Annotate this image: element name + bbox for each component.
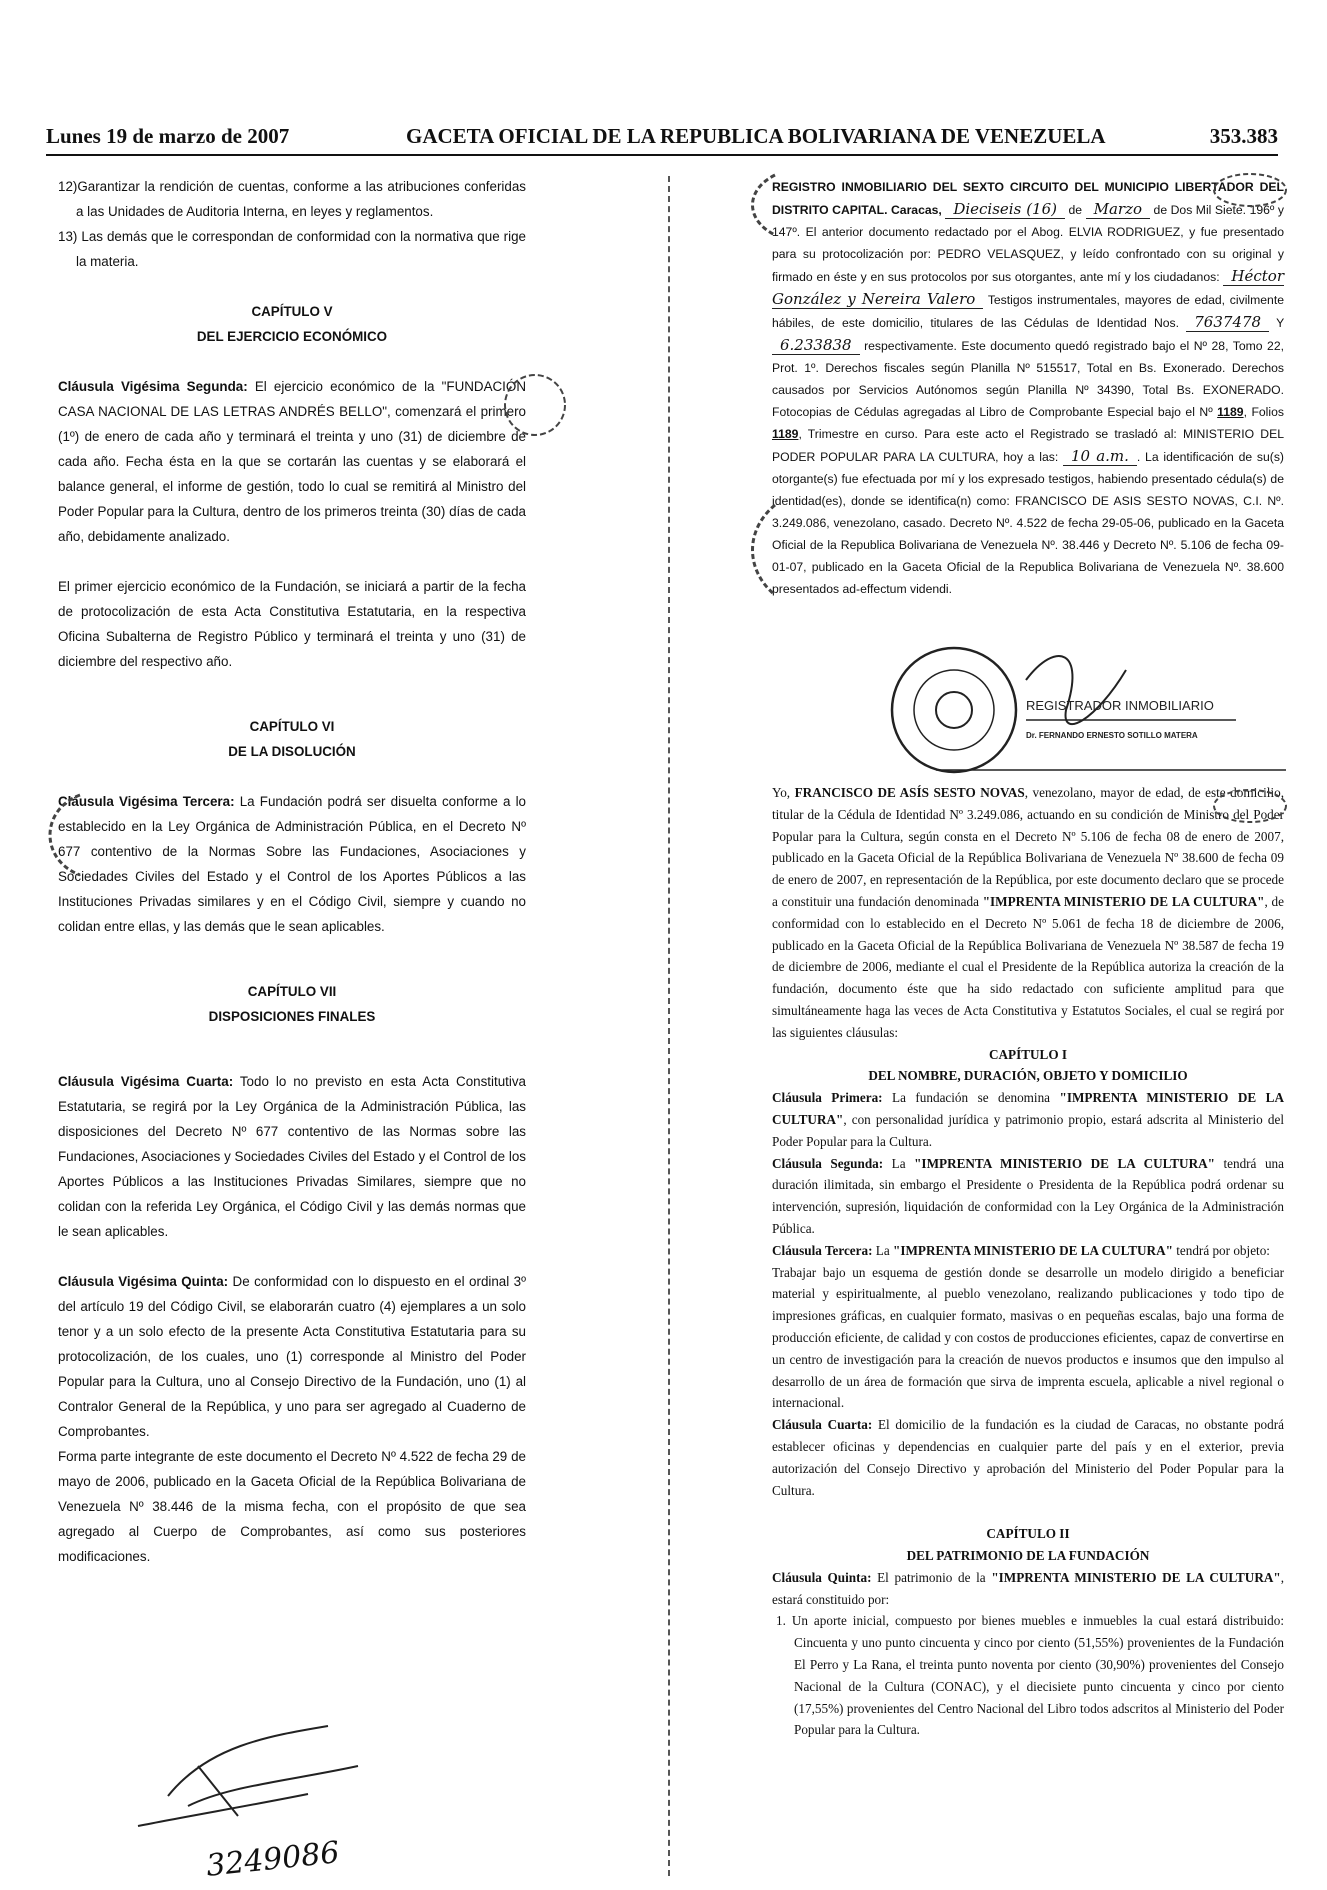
stamp-title: REGISTRADOR INMOBILIARIO	[1026, 698, 1214, 713]
clause-22-paragraph-2: El primer ejercicio económico de la Fundación, se iniciará a partir de la fecha de protocolización de esta Acta Constitutiva Estatutaria, en la respectiva Oficina Subalterna de Registro Público y terminará el treinta y uno (31) de diciembre del respectivo año.	[58, 579, 526, 669]
intro-fund-name: "IMPRENTA MINISTERIO DE LA CULTURA"	[982, 893, 1265, 909]
clause-2	[772, 1153, 1284, 1240]
clause-3-label: Cláusula Tercera:	[772, 1242, 873, 1258]
margin-seal-icon	[1210, 170, 1290, 210]
clause-22-text: El ejercicio económico de la "FUNDACIÓN CASA NACIONAL DE LAS LETRAS ANDRÉS BELLO", comenzará el primero (1º) de enero de cada año y terminará el treinta y uno (31) de diciembre de cada año. Fecha ésta en la que se cortarán las cuentas y se elaborará el balance general, el informe de gestión, todo lo cual se remitirá al Ministro del Poder Popular para la Cultura, dentro de los primeros treinta (30) días de cada año, debidamente analizado.	[58, 379, 526, 544]
clause-22-label: Cláusula Vigésima Segunda:	[58, 379, 248, 394]
registry-paragraph	[772, 176, 1284, 600]
registry-number-2: 1189	[772, 427, 799, 441]
clause-1-text-b: , con personalidad jurídica y patrimonio propio, estará adscrita al Ministerio del Poder Popular para la Cultura.	[772, 1111, 1284, 1149]
clause-25-paragraph-2: Forma parte integrante de este documento el Decreto Nº 4.522 de fecha 29 de mayo de 2006, publicado en la Gaceta Oficial de la República Bolivariana de Venezuela Nº 38.446 de la misma fecha, con el propósito de que sea agregado al Cuerpo de Comprobantes, así como sus posteriores modificaciones.	[58, 1449, 526, 1564]
clause-24-text: Todo lo no previsto en esta Acta Constitutiva Estatutaria, se regirá por la Ley Orgánica de la Administración Pública, las disposiciones del Decreto Nº 677 contentivo de las Normas sobre las Fundaciones, Asociaciones y Sociedades Civiles del Estado y el Control de los Aportes Públicos a las Instituciones Privadas Similares, siempre que no colidan con la referida Ley Orgánica, el Código Civil y las demás normas que le sean aplicables.	[58, 1074, 526, 1239]
clause-23-text: La Fundación podrá ser disuelta conforme a lo establecido en la Ley Orgánica de Administración Pública, en el Decreto Nº 677 contentivo de la Normas Sobre las Fundaciones, Asociaciones y Sociedades Civiles del Estado y el Control de los Aportes Públicos a las Instituciones Privadas similares y en el Código Civil, siempre y cuando no colidan entre ellas, y las demás que le sean aplicables.	[58, 794, 526, 934]
intro-text-b: , venezolano, mayor de edad, de este domicilio, titular de la Cédula de Identidad Nº 3.249.086, actuando en su condición de Ministro del Poder Popular para la Cultura, según consta en el Decreto Nº 5.106 de fecha 08 de enero de 2007, publicado en la Gaceta Oficial de la República Bolivariana de Venezuela Nº 38.600 de fecha 09 de enero de 2007, en representación de la República, por este documento declaro que se procede a constituir una fundación denominada	[772, 785, 1285, 909]
clause-24	[58, 1069, 526, 1244]
clause-5	[772, 1567, 1284, 1611]
clause-5-text-a: El patrimonio de la	[871, 1569, 992, 1585]
chapter-6-title: CAPÍTULO VI	[249, 719, 335, 734]
registry-text-g: , Folios	[1243, 405, 1284, 419]
intro-text-a: Yo,	[772, 785, 795, 800]
margin-seal-icon	[740, 170, 780, 240]
handwritten-month: Marzo	[1086, 200, 1150, 219]
clause-3-paragraph-2: Trabajar bajo un esquema de gestión donde se desarrolle un modelo dirigido a beneficiar material y espiritualmente, al pueblo venezolano, realizando publicaciones y todo tipo de impresiones gráficas, en cualquier formato, masivas o en pequeñas escalas, bajo una forma de producción eficiente, de calidad y con costos de producciones eficientes, capaz de convertirse en un centro de investigación para la creación de nuevos productos e insumos que den impulso al desarrollo de un área de formación que sirva de imprenta escuela, aplicable a nivel regional o internacional.	[772, 1264, 1284, 1411]
header-title: GACETA OFICIAL DE LA REPUBLICA BOLIVARIANA DE VENEZUELA	[406, 124, 1106, 148]
registry-number-1: 1189	[1217, 405, 1244, 419]
clause-25-label: Cláusula Vigésima Quinta:	[58, 1274, 229, 1289]
registry-text-i: . La identificación de su(s) otorgante(s) fue efectuada por mí y los expresado testigos, habiendo presentado cédula(s) de identidad(es), donde se identifica(n) como: FRANCISCO DE ASIS SESTO NOVAS, C.I. Nº. 3.249.086, venezolano, casado. Decreto Nº. 4.522 de fecha 29-05-06, publicado en la Gaceta Oficial de la Republica Bolivariana de Venezuela Nº. 38.446 y Decreto Nº. 5.106 de fecha 09-01-07, publicado en la Gaceta Oficial de la Republica Bolivariana de Venezuela Nº. 38.600 presentados ad-effectum videndi.	[772, 450, 1284, 596]
clause-4	[772, 1414, 1284, 1501]
clause-24-label: Cláusula Vigésima Cuarta:	[58, 1074, 234, 1089]
clause-1	[772, 1087, 1284, 1152]
header-page-number: 353.383	[1209, 124, 1278, 148]
registry-text-h: , Trimestre en curso. Para este acto el Registrado se trasladó al: MINISTERIO DEL PODER POPULAR PARA LA CULTURA, hoy a las:	[772, 427, 1284, 464]
handwritten-time: 10 a.m.	[1063, 447, 1137, 466]
chapter-5-title: CAPÍTULO V	[251, 304, 333, 319]
chapter-1-subtitle: DEL NOMBRE, DURACIÓN, OBJETO Y DOMICILIO	[868, 1068, 1188, 1084]
header-date: Lunes 19 de marzo de 2007	[46, 124, 290, 148]
clause-3	[772, 1240, 1284, 1262]
clause-1-text-a: La fundación se denomina	[882, 1090, 1060, 1106]
registry-note	[772, 176, 1284, 600]
column-divider	[668, 176, 670, 1876]
chapter-2-title: CAPÍTULO II	[986, 1526, 1070, 1542]
intro-name: FRANCISCO DE ASÍS SESTO NOVAS	[794, 785, 1025, 800]
clause-1-label: Cláusula Primera:	[772, 1090, 883, 1106]
handwritten-id-1: 7637478	[1186, 313, 1269, 332]
clause-25-text: De conformidad con lo dispuesto en el ordinal 3º del artículo 19 del Código Civil, se elaborarán cuatro (4) ejemplares a un solo tenor y a un solo efecto de la presente Acta Constitutiva Estatutaria para su protocolización, de los cuales, uno (1) corresponde al Ministro del Poder Popular para la Cultura, uno al Consejo Directivo de la Fundación, uno (1) al Contralor General de la República, y uno para ser agregado al Cuaderno de Comprobantes.	[58, 1274, 527, 1439]
registry-text-a: REGISTRO INMOBILIARIO DEL SEXTO CIRCUITO DEL MUNICIPIO LIBERTADOR DEL DISTRITO CAPITAL. Caracas,	[772, 180, 1284, 217]
clause-5-fund: "IMPRENTA MINISTERIO DE LA CULTURA"	[991, 1569, 1281, 1585]
item-12: 12)Garantizar la rendición de cuentas, conforme a las atribuciones conferidas a las Unidades de Auditoria Interna, en leyes y reglamentos.	[58, 179, 526, 219]
intro-text-c: , de conformidad con lo establecido en el Decreto Nº 5.061 de fecha 18 de diciembre de 2006, publicado en la Gaceta Oficial de la República Bolivariana de Venezuela Nº 38.587 de fecha 19 de diciembre de 2006, mediante el cual el Presidente de la República autoriza la creación de la fundación, documento éste que ha sido redactado con suficiente amplitud para que simultáneamente haga las veces de Acta Constitutiva y Estatutos Sociales, el cual se regirá por las siguientes cláusulas:	[772, 893, 1285, 1040]
chapter-6-subtitle: DE LA DISOLUCIÓN	[228, 744, 356, 759]
margin-seal-icon	[500, 370, 570, 440]
clause-3-text-b: tendrá por objeto:	[1172, 1242, 1270, 1258]
header-rule	[46, 154, 1278, 156]
clause-2-fund: "IMPRENTA MINISTERIO DE LA CULTURA"	[914, 1155, 1215, 1171]
handwritten-day: Dieciseis (16)	[945, 200, 1065, 219]
clause-1-fund: "IMPRENTA MINISTERIO DE LA CULTURA"	[772, 1090, 1285, 1127]
stamp-name: Dr. FERNANDO ERNESTO SOTILLO MATERA	[1026, 731, 1198, 740]
margin-seal-icon	[740, 500, 780, 600]
clause-3-text-a: La	[872, 1242, 894, 1258]
item-13: 13) Las demás que le correspondan de conformidad con la normativa que rige la materia.	[58, 229, 526, 269]
clause-2-text-a: La	[883, 1155, 915, 1171]
signature-number: 3249086	[204, 1835, 342, 1884]
chapter-7-subtitle: DISPOSICIONES FINALES	[208, 1009, 376, 1024]
registry-text-e: Y	[1269, 316, 1284, 330]
signature-image	[128, 1686, 368, 1856]
clause-3-fund: "IMPRENTA MINISTERIO DE LA CULTURA"	[893, 1242, 1173, 1258]
margin-seal-icon	[30, 790, 90, 880]
clause-5-label: Cláusula Quinta:	[772, 1569, 872, 1585]
registry-text-c: de Dos Mil Siete. 196º y 147º. El anterior documento redactado por el Abog. ELVIA RODRIGUEZ, y fue presentado para su protocolización por: PEDRO VELASQUEZ, y leído confrontado con su original y firmado en éste y en sus protocolos por sus otorgantes, ante mí y los ciudadanos:	[772, 203, 1284, 284]
clause-4-label: Cláusula Cuarta:	[772, 1417, 873, 1433]
registrar-stamp	[866, 630, 1286, 780]
chapter-1-title: CAPÍTULO I	[988, 1046, 1068, 1062]
registry-text-b: de	[1065, 203, 1086, 217]
clause-4-text: El domicilio de la fundación es la ciudad de Caracas, no obstante podrá establecer oficinas y dependencias en cualquier parte del país y en el exterior, previa autorización del Consejo Directivo y aprobación del Ministerio del Poder Popular para la Cultura.	[772, 1417, 1284, 1498]
chapter-5-subtitle: DEL EJERCICIO ECONÓMICO	[196, 329, 388, 344]
registry-text-f: respectivamente. Este documento quedó registrado bajo el Nº 28, Tomo 22, Prot. 1º. Derechos fiscales según Planilla Nº 515517, Total en Bs. Exonerado. Derechos causados por Servicios Autónomos según Planilla Nº 34390, Total Bs. EXONERADO. Fotocopias de Cédulas agregadas al Libro de Comprobante Especial bajo el Nº	[772, 339, 1284, 419]
clause-5-text-b: , estará constituido por:	[772, 1569, 1284, 1607]
clause-2-text-b: tendrá una duración ilimitada, sin embargo el Presidente o Presidenta de la República podrá ordenar su intervención, supresión, liquidación de conformidad con la Ley Orgánica de la Administración Pública.	[772, 1155, 1284, 1236]
page-header	[46, 124, 1278, 152]
clause-23	[58, 789, 526, 939]
intro-paragraph	[772, 782, 1284, 1044]
margin-seal-icon	[1210, 786, 1290, 826]
foundation-statutes	[772, 782, 1284, 1741]
clause-25	[58, 1269, 526, 1444]
chapter-7-title: CAPÍTULO VII	[247, 984, 337, 999]
registry-text-d: Testigos instrumentales, mayores de edad, civilmente hábiles, de este domicilio, titulares de las Cédulas de Identidad Nos.	[772, 293, 1284, 330]
chapter-2-subtitle: DEL PATRIMONIO DE LA FUNDACIÓN	[906, 1548, 1150, 1564]
clause-22	[58, 374, 526, 549]
clause-23-label: Cláusula Vigésima Tercera:	[58, 794, 235, 809]
handwritten-witnesses: Héctor González y Nereira Valero	[772, 267, 1284, 308]
clause-5-item-1: 1. Un aporte inicial, compuesto por bienes muebles e inmuebles la cual estará distribuido: Cincuenta y uno punto cincuenta y cinco por ciento (51,55%) provenientes de la Fundación El Perro y La Rana, el treinta punto noventa por ciento (30,90%) provenientes del Consejo Nacional de la Cultura (CONAC), y el diecisiete punto cincuenta y cinco por ciento (17,55%) provenientes del Centro Nacional del Libro todos adscritos al Ministerio del Poder Popular para la Cultura.	[776, 1613, 1284, 1738]
handwritten-id-2: 6.233838	[772, 336, 860, 355]
left-column	[58, 174, 526, 1569]
clause-2-label: Cláusula Segunda:	[772, 1155, 884, 1171]
